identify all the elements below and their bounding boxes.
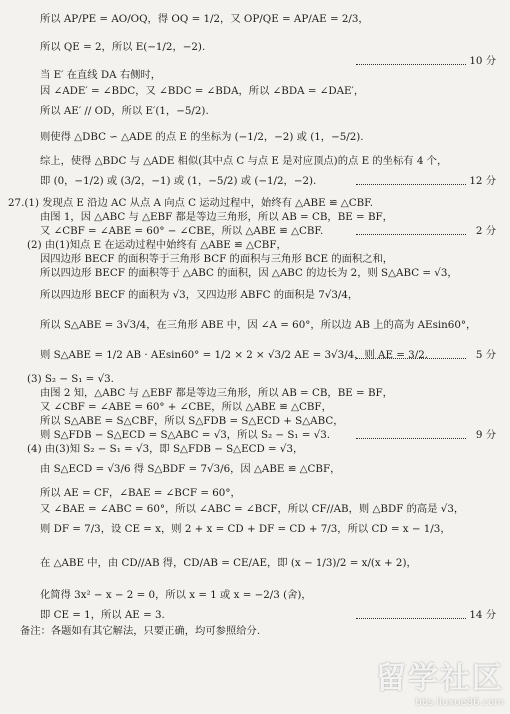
score-mark: 2 分 — [475, 225, 496, 237]
solution-line: 27.(1) 发现点 E 沿边 AC 从点 A 向点 C 运动过程中，始终有 △ABE ≌ △CBF. — [8, 197, 373, 209]
solution-line: 当 E′ 在直线 DA 右侧时， — [40, 69, 162, 81]
solution-line: 所以 AP/PE = AO/OQ，得 OQ = 1/2，又 OP/QE = AP/AE = 2/3， — [40, 13, 369, 25]
solution-line: 即 (0，−1/2) 或 (3/2，−1) 或 (1，−5/2) 或 (−1/2，−2). — [40, 175, 317, 187]
solution-line: 则使得 △DBC ∽ △ADE 的点 E 的坐标为 (−1/2，−2) 或 (1，−5/2). — [40, 131, 364, 143]
solution-line: 由 S△ECD = √3/6 得 S△BDF = 7√3/6，因 △ABE ≌ △CBF， — [40, 463, 341, 475]
solution-line: 所以 AE′ // OD，所以 E′(1，−5/2). — [40, 105, 209, 117]
score-mark: 10 分 — [469, 55, 496, 67]
solution-line: 由图 2 知，△ABC 与 △EBF 都是等边三角形，所以 AB = CB，BE = BF， — [40, 387, 393, 399]
solution-line: 综上，使得 △BDC 与 △ADE 相似(其中点 C 与点 E 是对应顶点)的点 E 的坐标有 4 个， — [40, 155, 448, 167]
solution-line: (2) 由(1)知点 E 在运动过程中始终有 △ABE ≌ △CBF， — [27, 239, 287, 251]
leader-dots — [356, 234, 466, 235]
watermark-url: bbs.liuxue86.com — [415, 697, 504, 708]
watermark — [376, 653, 504, 708]
solution-line: 所以四边形 BECF 的面积等于 △ABC 的面积，因 △ABC 的边长为 2，则 S△ABC = √3， — [40, 267, 458, 279]
watermark-logo: 留学社区 — [376, 661, 504, 696]
solution-line: 即 CE = 1，所以 AE = 3. — [40, 609, 165, 621]
solution-line: 又 ∠BAE = ∠ABC = 60°，所以 ∠ABC = ∠BCF，所以 CF//AB，则 △BDF 的高是 √3， — [40, 503, 465, 515]
score-mark: 9 分 — [475, 429, 496, 441]
score-mark: 5 分 — [475, 349, 496, 361]
solution-line: 备注：各题如有其它解法，只要正确，均可参照给分. — [20, 625, 261, 637]
solution-line: 所以 S△ABE = 3√3/4，在三角形 ABE 中，因 ∠A = 60°，所以边 AB 上的高为 AEsin60°， — [40, 319, 477, 331]
leader-dots — [356, 358, 466, 359]
score-mark: 12 分 — [469, 175, 496, 187]
solution-line: (3) S₂ − S₁ = √3. — [27, 373, 114, 385]
solution-line: 所以 S△ABE = S△CBF，所以 S△FDB = S△ECD + S△ABC， — [40, 415, 344, 427]
leader-dots — [356, 438, 466, 439]
solution-line: 则 S△FDB − S△ECD = S△ABC = √3，所以 S₂ − S₁ = √3. — [40, 429, 331, 441]
solution-line: 在 △ABE 中，由 CD//AB 得，CD/AB = CE/AE，即 (x − 1/3)/2 = x/(x + 2)， — [40, 557, 417, 569]
solution-line: 则 S△ABE = 1/2 AB · AEsin60° = 1/2 × 2 × √3/2 AE = 3√3/4，则 AE = 3/2. — [40, 349, 429, 361]
solution-line: 由图 1，因 △ABC 与 △EBF 都是等边三角形，所以 AB = CB，BE = BF， — [40, 211, 393, 223]
solution-line: 所以 QE = 2，所以 E(−1/2，−2). — [40, 41, 206, 53]
solution-line: 化简得 3x² − x − 2 = 0，所以 x = 1 或 x = −2/3 (舍)， — [40, 589, 312, 601]
solution-line: 又 ∠CBF = ∠ABE = 60° + ∠CBE，所以 △ABE ≌ △CBF， — [40, 401, 332, 413]
solution-line: (4) 由(3)知 S₂ − S₁ = √3，即 S△FDB − S△ECD = √3， — [27, 443, 304, 455]
score-mark: 14 分 — [469, 609, 496, 621]
leader-dots — [356, 64, 466, 65]
solution-line: 因四边形 BECF 的面积等于三角形 BCF 的面积与三角形 BCE 的面积之和， — [40, 253, 394, 265]
solution-line: 所以 AE = CF，∠BAE = ∠BCF = 60°， — [40, 487, 241, 499]
leader-dots — [356, 618, 466, 619]
solution-line: 又 ∠CBF = ∠ABE = 60° − ∠CBE，所以 △ABE ≌ △CBF. — [40, 225, 324, 237]
leader-dots — [356, 184, 466, 185]
solution-line: 则 DF = 7/3，设 CE = x，则 2 + x = CD + DF = CD + 7/3，所以 CD = x − 1/3， — [40, 523, 451, 535]
solution-line: 所以四边形 BECF 的面积为 √3，又四边形 ABFC 的面积是 7√3/4， — [40, 289, 359, 301]
solution-line: 因 ∠ADE′ = ∠BDC，又 ∠BDC = ∠BDA，所以 ∠BDA = ∠DAE′， — [40, 85, 365, 97]
